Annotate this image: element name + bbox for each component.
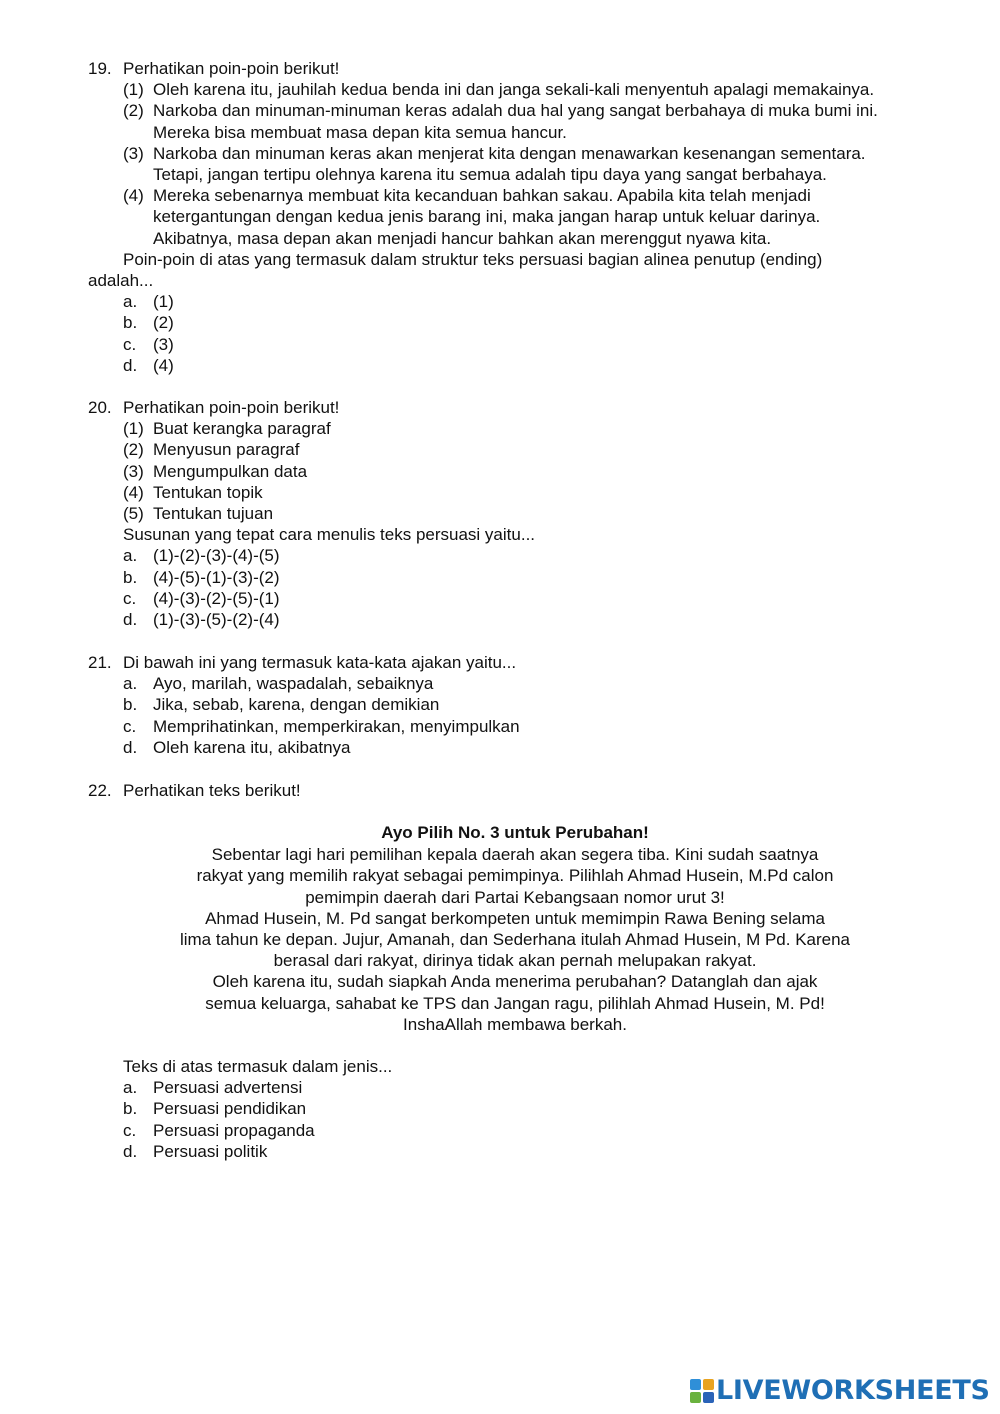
- point-item: (5) Tentukan tujuan: [123, 504, 274, 524]
- passage-line: rakyat yang memilih rakyat sebagai pemimpinya. Pilihlah Ahmad Husein, M.Pd calon: [196, 866, 834, 886]
- passage-line: lima tahun ke depan. Jujur, Amanah, dan Sederhana itulah Ahmad Husein, M Pd. Karena: [179, 930, 851, 950]
- reading-passage: [140, 822, 890, 1035]
- question-19: [88, 58, 958, 376]
- answer-option[interactable]: b. Jika, sebab, karena, dengan demikian: [123, 695, 440, 715]
- point-item: (3) Mengumpulkan data: [123, 461, 308, 481]
- answer-option[interactable]: d. (1)-(3)-(5)-(2)-(4): [123, 610, 280, 630]
- answer-option[interactable]: b. (2): [123, 313, 174, 333]
- question-number: 21.: [88, 653, 112, 672]
- question-22-answers: [88, 1056, 958, 1162]
- passage-line: semua keluarga, sahabat ke TPS dan Jangan ragu, pilihlah Ahmad Husein, M. Pd!: [205, 993, 825, 1013]
- point-item: (2) Menyusun paragraf: [123, 440, 300, 460]
- point-item: (1) Buat kerangka paragraf: [123, 419, 331, 439]
- question-21: [88, 652, 958, 758]
- point-item: (1) Oleh karena itu, jauhilah kedua benda ini dan janga sekali-kali menyentuh apalagi memakainya.: [123, 80, 875, 100]
- passage-line: InshaAllah membawa berkah.: [403, 1014, 627, 1034]
- question-number: 20.: [88, 398, 112, 417]
- logo-tile: [690, 1392, 701, 1403]
- question-stem: Perhatikan poin-poin berikut!: [123, 398, 340, 417]
- passage-line: pemimpin daerah dari Partai Kebangsaan nomor urut 3!: [305, 887, 725, 907]
- answer-option[interactable]: b. Persuasi pendidikan: [123, 1099, 307, 1119]
- answer-option[interactable]: c. (4)-(3)-(2)-(5)-(1): [123, 588, 280, 608]
- logo-tile: [703, 1379, 714, 1390]
- answer-option[interactable]: d. Persuasi politik: [123, 1141, 268, 1161]
- passage-title: Ayo Pilih No. 3 untuk Perubahan!: [381, 823, 649, 842]
- question-stem: Perhatikan poin-poin berikut!: [123, 59, 340, 78]
- question-number: 19.: [88, 59, 112, 78]
- question-22: [88, 780, 958, 801]
- passage-line: Oleh karena itu, sudah siapkah Anda menerima perubahan? Datanglah dan ajak: [212, 972, 818, 992]
- answer-option[interactable]: c. Persuasi propaganda: [123, 1120, 315, 1140]
- passage-line: Ahmad Husein, M. Pd sangat berkompeten untuk memimpin Rawa Bening selama: [205, 908, 825, 928]
- question-stem: Di bawah ini yang termasuk kata-kata ajakan yaitu...: [123, 653, 517, 672]
- answer-option[interactable]: d. (4): [123, 355, 174, 375]
- answer-option[interactable]: b. (4)-(5)-(1)-(3)-(2): [123, 567, 280, 587]
- answer-option[interactable]: c. (3): [123, 334, 174, 354]
- answer-option[interactable]: a. Ayo, marilah, waspadalah, sebaiknya: [123, 674, 434, 694]
- passage-line: berasal dari rakyat, dirinya tidak akan pernah melupakan rakyat.: [273, 951, 757, 971]
- point-item: (2) Narkoba dan minuman-minuman keras adalah dua hal yang sangat berbahaya di muka bumi ini. Mereka bisa membuat masa depan kita semua hancur.: [123, 101, 878, 142]
- liveworksheets-grid-icon: [690, 1379, 714, 1403]
- point-item: (3) Narkoba dan minuman keras akan menjerat kita dengan menawarkan kesenangan sementara. Tetapi, jangan tertipu olehnya karena itu semua adalah tipu daya yang sangat berbahaya.: [123, 143, 866, 185]
- answer-option[interactable]: d. Oleh karena itu, akibatnya: [123, 737, 351, 757]
- question-stem: Perhatikan teks berikut!: [123, 781, 301, 800]
- liveworksheets-logo[interactable]: [690, 1374, 990, 1408]
- answer-option[interactable]: a. (1): [123, 292, 174, 312]
- answer-option[interactable]: a. (1)-(2)-(3)-(4)-(5): [123, 546, 280, 566]
- question-20: [88, 397, 958, 630]
- logo-tile: [690, 1379, 701, 1390]
- answer-option[interactable]: c. Memprihatinkan, memperkirakan, menyimpulkan: [123, 716, 520, 736]
- passage-line: Sebentar lagi hari pemilihan kepala daerah akan segera tiba. Kini sudah saatnya: [211, 845, 819, 865]
- logo-text: LIVEWORKSHEETS: [716, 1375, 990, 1407]
- point-item: (4) Tentukan topik: [123, 482, 263, 502]
- question-prompt: Susunan yang tepat cara menulis teks persuasi yaitu...: [123, 525, 536, 545]
- logo-tile: [703, 1392, 714, 1403]
- question-number: 22.: [88, 781, 112, 800]
- question-prompt: Teks di atas termasuk dalam jenis...: [123, 1057, 393, 1076]
- answer-option[interactable]: a. Persuasi advertensi: [123, 1078, 303, 1098]
- point-item: (4) Mereka sebenarnya membuat kita kecanduan bahkan sakau. Apabila kita telah menjadi ketergantungan dengan kedua jenis barang ini, maka jangan harap untuk keluar darinya. Akibatnya, masa depan akan menjadi hancur bahkan akan merenggut nyawa kita.: [123, 186, 821, 248]
- question-prompt: Poin-poin di atas yang termasuk dalam struktur teks persuasi bagian alinea penutup (ending) adalah...: [88, 249, 823, 291]
